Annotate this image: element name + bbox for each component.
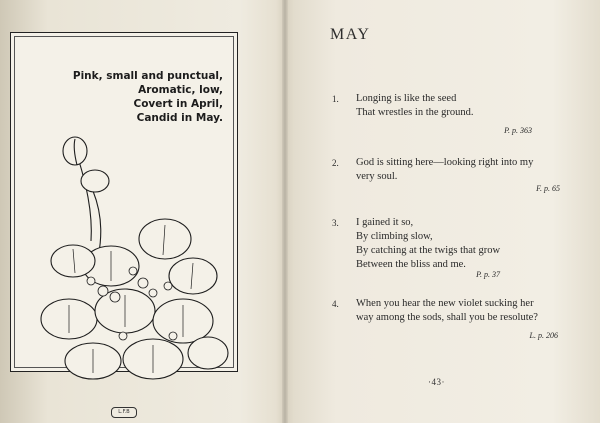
- poem-line-4: Candid in May.: [136, 112, 223, 124]
- entry-line: When you hear the new violet sucking her: [356, 298, 534, 309]
- poem-line-3: Covert in April,: [133, 98, 223, 110]
- illustrator-monogram: L.F.B: [111, 407, 137, 418]
- entry-text: [356, 216, 500, 272]
- entry-line: That wrestles in the ground.: [356, 107, 474, 118]
- entry-text: [356, 297, 538, 325]
- entry-line: very soul.: [356, 171, 398, 182]
- entry-number: 4.: [332, 299, 339, 309]
- entry-reference: L. p. 206: [529, 331, 558, 340]
- entry-line: God is sitting here—looking right into my: [356, 157, 534, 168]
- entry-reference: P. p. 37: [476, 270, 500, 279]
- illustration-plate: [10, 32, 238, 415]
- quote-entry-2: [332, 156, 572, 206]
- entry-line: By climbing slow,: [356, 231, 433, 242]
- quote-entry-3: [332, 216, 572, 286]
- entry-reference: F. p. 65: [536, 184, 560, 193]
- entry-line: Longing is like the seed: [356, 93, 457, 104]
- page-title: MAY: [330, 26, 371, 43]
- entry-number: 2.: [332, 158, 339, 168]
- entry-number: 3.: [332, 218, 339, 228]
- quote-entry-1: [332, 92, 572, 142]
- page-number: ·43·: [428, 377, 445, 387]
- entry-line: Between the bliss and me.: [356, 259, 466, 270]
- entry-line: I gained it so,: [356, 217, 414, 228]
- entry-number: 1.: [332, 94, 339, 104]
- violet-plant-illustration: [33, 121, 233, 396]
- quote-entry-4: [332, 297, 572, 347]
- book-gutter: [282, 0, 288, 423]
- entry-text: [356, 156, 533, 184]
- poem-line-2: Aromatic, low,: [138, 84, 223, 96]
- plate-poem: [73, 69, 223, 125]
- entry-reference: P. p. 363: [504, 126, 532, 135]
- entry-text: [356, 92, 474, 120]
- entry-line: way among the sods, shall you be resolute?: [356, 312, 538, 323]
- poem-line-1: Pink, small and punctual,: [72, 70, 223, 82]
- entry-line: By catching at the twigs that grow: [356, 245, 501, 256]
